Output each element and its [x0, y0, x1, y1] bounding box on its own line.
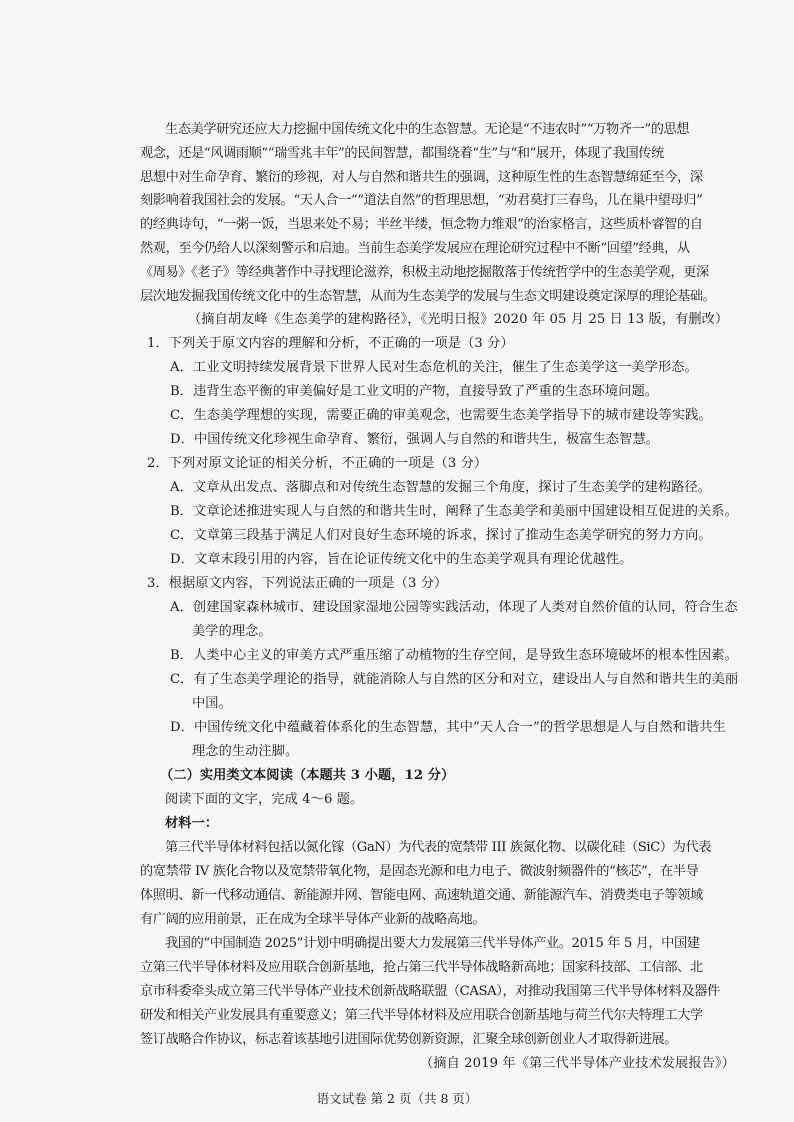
option-a: A．文章从出发点、落脚点和对传统生态智慧的发掘三个角度，探讨了生态美学的建构路径。	[170, 480, 712, 495]
material-line: 研发和相关产业发展具有重要意义；第三代半导体材料及应用联合创新基地与荷兰代尔夫特理工大学	[140, 1008, 703, 1023]
question-stem: 2．下列对原文论证的相关分析，不正确的一项是（3 分）	[147, 456, 488, 471]
option-b: B．违背生态平衡的审美偏好是工业文明的产物，直接导致了严重的生态环境问题。	[170, 384, 659, 399]
option-a-continued: 美学的理念。	[192, 624, 272, 639]
material-line: 第三代半导体材料包括以氮化镓（GaN）为代表的宽禁带 III 族氮化物、以碳化硅（SiC）为代表	[165, 840, 712, 855]
option-c: C．生态美学理想的实现，需要正确的审美观念，也需要生态美学指导下的城市建设等实践。	[170, 408, 712, 423]
material-line: 签订战略合作协议，标志着该基地引进国际优势创新资源，汇聚全球创新创业人才取得新进展。	[140, 1032, 678, 1047]
material-line: 的宽禁带 IV 族化合物以及宽禁带氧化物，是固态光源和电力电子、微波射频器件的“核芯”，在半导	[140, 864, 699, 879]
option-d-continued: 理念的生动注脚。	[192, 744, 299, 759]
passage-line: 然观，至今仍给人以深刻警示和启迪。当前生态美学发展应在理论研究过程中不断“回望”经典，从	[140, 241, 690, 256]
material-line: 立第三代半导体材料及应用联合创新基地，抢占第三代半导体战略新高地；国家科技部、工信部、北	[140, 960, 703, 975]
option-c-continued: 中国。	[192, 696, 232, 711]
material-line: 体照明、新一代移动通信、新能源并网、智能电网、高速轨道交通、新能源汽车、消费类电子等领域	[140, 888, 703, 903]
section-heading: （二）实用类文本阅读（本题共 3 小题，12 分）	[160, 768, 455, 783]
material-label: 材料一：	[165, 816, 219, 831]
option-c: C．有了生态美学理论的指导，就能消除人与自然的区分和对立，建设出人与自然和谐共生的美丽	[170, 672, 739, 687]
option-c: C．文章第三段基于满足人们对良好生态环境的诉求，探讨了推动生态美学研究的努力方向。	[170, 528, 712, 543]
passage-line: 思想中对生命孕育、繁衍的珍视，对人与自然和谐共生的强调，这种原生性的生态智慧绵延至今，深	[140, 170, 703, 185]
question-stem: 3．根据原文内容，下列说法正确的一项是（3 分）	[147, 576, 448, 591]
material-line: 我国的“中国制造 2025”计划中明确提出要大力发展第三代半导体产业。2015 年 5 月，中国建	[165, 936, 700, 951]
option-b: B．人类中心主义的审美方式严重压缩了动植物的生存空间，是导致生态环境破坏的根本性因素。	[170, 648, 738, 663]
option-d: D．中国传统文化中蕴藏着体系化的生态智慧，其中“天人合一”的哲学思想是人与自然和谐共生	[170, 720, 726, 735]
option-a: A．工业文明持续发展背景下世界人民对生态危机的关注，催生了生态美学这一美学形态。	[170, 360, 698, 375]
question-stem: 1．下列关于原文内容的理解和分析，不正确的一项是（3 分）	[147, 336, 514, 351]
passage-line: 的经典诗句，“一粥一饭，当思来处不易；半丝半缕，恒念物力维艰”的治家格言，这些质朴睿智的自	[140, 217, 703, 232]
passage-line: 观念，还是“风调雨顺”“瑞雪兆丰年”的民间智慧，都围绕着“生”与“和”展开，体现了我国传统	[140, 146, 664, 161]
option-d: D．文章末段引用的内容，旨在论证传统文化中的生态美学观具有理论优越性。	[170, 552, 633, 567]
passage-line: 《周易》《老子》等经典著作中寻找理论滋养，积极主动地挖掘散落于传统哲学中的生态美学观，更深	[140, 265, 709, 280]
passage-line: 生态美学研究还应大力挖掘中国传统文化中的生态智慧。无论是“不违农时”“万物齐一”的思想	[165, 122, 690, 137]
passage-line: 刻影响着我国社会的发展。“天人合一”“道法自然”的哲理思想，“劝君莫打三春鸟，儿在巢中望母归”	[140, 193, 703, 208]
option-d: D．中国传统文化珍视生命孕育、繁衍，强调人与自然的和谐共生，极富生态智慧。	[170, 432, 660, 447]
section-instruction: 阅读下面的文字，完成 4～6 题。	[165, 792, 364, 807]
page-footer: 语文试卷 第 2 页（共 8 页）	[316, 1091, 478, 1106]
material-line: 有广阔的应用前景，正在成为全球半导体产业新的战略高地。	[140, 912, 486, 927]
material-line: 京市科委牵头成立第三代半导体产业技术创新战略联盟（CASA），对推动我国第三代半导体材料及器件	[140, 984, 720, 999]
passage-source: （摘自胡友峰《生态美学的建构路径》，《光明日报》2020 年 05 月 25 日 13 版，有删改）	[188, 312, 729, 327]
option-b: B．文章论述推进实现人与自然的和谐共生时，阐释了生态美学和美丽中国建设相互促进的关系。	[170, 504, 738, 519]
option-a: A．创建国家森林城市、建设国家湿地公园等实践活动，体现了人类对自然价值的认同，符合生态	[170, 600, 738, 615]
passage-line: 层次地发掘我国传统文化中的生态智慧，从而为生态美学的发展与生态文明建设奠定深厚的理论基础。	[140, 289, 716, 304]
material-source: （摘自 2019 年《第三代半导体产业技术发展报告》）	[420, 1056, 735, 1071]
